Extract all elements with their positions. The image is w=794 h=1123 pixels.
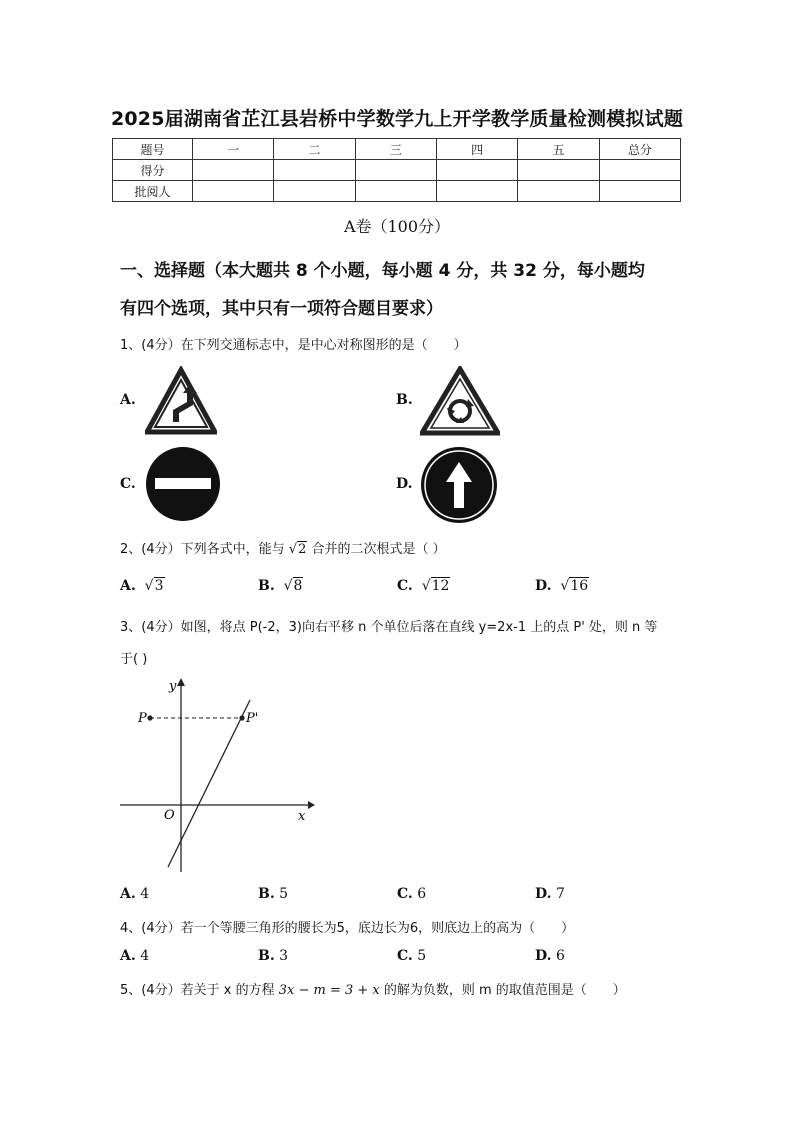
x-axis-label: x — [298, 809, 306, 824]
sqrt-expression: √12 — [421, 578, 450, 594]
y-axis-arrow — [177, 678, 185, 686]
option-value: 4 — [140, 886, 150, 902]
page-title: 2025届湖南省芷江县岩桥中学数学九上开学教学质量检测模拟试题 — [110, 108, 684, 130]
x-axis-arrow — [308, 801, 315, 809]
table-row — [113, 160, 681, 181]
option-label: D. — [535, 886, 552, 902]
point-p — [147, 715, 152, 720]
table-cell: 题号 — [113, 139, 193, 160]
table-cell: 得分 — [113, 160, 193, 181]
option-label: B. — [258, 886, 275, 902]
q4-option-c[interactable] — [397, 948, 426, 964]
question-5-text-post: 的解为负数，则 m 的取值范围是（ ） — [383, 983, 626, 998]
table-cell[interactable] — [599, 160, 680, 181]
q2-option-d[interactable] — [535, 578, 589, 594]
radicand: 3 — [154, 578, 164, 594]
q1-option-d-label: D. — [396, 476, 413, 492]
table-cell[interactable] — [193, 181, 274, 202]
option-label: A. — [120, 886, 136, 902]
q3-option-b[interactable] — [258, 886, 288, 902]
option-label: D. — [535, 578, 552, 594]
no-entry-sign-icon[interactable] — [145, 446, 221, 522]
radicand: 16 — [570, 578, 589, 594]
table-cell: 三 — [355, 139, 436, 160]
line-y-2x-1 — [168, 700, 250, 867]
table-cell[interactable] — [355, 160, 436, 181]
point-p-prime — [239, 715, 244, 720]
radicand: 2 — [298, 542, 307, 557]
question-5-text-pre: 5、(4分）若关于 x 的方程 — [120, 983, 275, 998]
option-value: 5 — [417, 948, 427, 964]
option-label: D. — [535, 948, 552, 964]
question-5-text — [120, 979, 626, 998]
q3-coordinate-figure — [118, 672, 318, 877]
option-label: B. — [258, 578, 275, 594]
q2-option-a[interactable] — [120, 578, 165, 594]
q1-option-a-label: A. — [120, 392, 136, 408]
q3-option-d[interactable] — [535, 886, 565, 902]
table-cell: 一 — [193, 139, 274, 160]
sqrt-expression: √16 — [560, 578, 589, 594]
section-heading-line1: 一、选择题（本大题共 8 个小题，每小题 4 分，共 32 分，每小题均 — [120, 261, 645, 281]
option-value: 5 — [279, 886, 289, 902]
table-row — [113, 139, 681, 160]
origin-label: O — [164, 808, 175, 823]
option-value: 4 — [140, 948, 150, 964]
table-cell: 二 — [274, 139, 355, 160]
radicand: 12 — [431, 578, 450, 594]
q3-option-a[interactable] — [120, 886, 149, 902]
q4-option-d[interactable] — [535, 948, 565, 964]
option-label: C. — [397, 948, 413, 964]
option-value: 3 — [279, 948, 289, 964]
table-cell[interactable] — [193, 160, 274, 181]
table-cell: 四 — [436, 139, 517, 160]
sqrt-expression: √2 — [288, 542, 307, 557]
question-2-text-pre: 2、(4分）下列各式中，能与 — [120, 542, 285, 557]
y-axis-label: y — [169, 679, 177, 694]
option-value: 6 — [555, 948, 565, 964]
section-heading-line2: 有四个选项，其中只有一项符合题目要求） — [120, 299, 443, 319]
question-1-text: 1、(4分）在下列交通标志中，是中心对称图形的是（ ） — [120, 338, 467, 353]
question-3-line2: 于( ) — [120, 652, 148, 667]
table-cell: 五 — [518, 139, 599, 160]
q1-option-b-label: B. — [396, 392, 413, 408]
q4-option-b[interactable] — [258, 948, 288, 964]
q4-option-a[interactable] — [120, 948, 149, 964]
option-label: A. — [120, 948, 136, 964]
table-cell[interactable] — [436, 160, 517, 181]
option-label: B. — [258, 948, 275, 964]
volume-heading: A卷（100分） — [343, 217, 451, 236]
option-label: C. — [397, 578, 413, 594]
question-2-text-post: 合并的二次根式是（ ） — [311, 542, 446, 557]
table-cell[interactable] — [274, 160, 355, 181]
equation: 3x − m = 3 + x — [278, 983, 380, 998]
table-cell: 总分 — [599, 139, 680, 160]
q2-option-b[interactable] — [258, 578, 303, 594]
winding-road-warning-sign-icon[interactable] — [145, 366, 217, 436]
question-4-text: 4、(4分）若一个等腰三角形的腰长为5，底边长为6，则底边上的高为（ ） — [120, 921, 575, 936]
table-cell[interactable] — [599, 181, 680, 202]
option-value: 7 — [555, 886, 565, 902]
p-prime-label: P' — [246, 711, 259, 726]
table-cell[interactable] — [274, 181, 355, 202]
score-table — [112, 138, 681, 202]
straight-ahead-sign-icon[interactable] — [420, 446, 498, 524]
table-cell: 批阅人 — [113, 181, 193, 202]
table-cell[interactable] — [518, 160, 599, 181]
table-cell[interactable] — [518, 181, 599, 202]
option-label: A. — [120, 578, 136, 594]
roundabout-warning-sign-icon[interactable] — [420, 366, 500, 436]
q1-option-c-label: C. — [120, 476, 136, 492]
question-2-text — [120, 538, 446, 557]
table-cell[interactable] — [355, 181, 436, 202]
q2-option-c[interactable] — [397, 578, 450, 594]
p-label: P — [138, 711, 147, 726]
q3-option-c[interactable] — [397, 886, 426, 902]
table-cell[interactable] — [436, 181, 517, 202]
table-row — [113, 181, 681, 202]
question-3-line1: 3、(4分）如图，将点 P(-2，3)向右平移 n 个单位后落在直线 y=2x-1 上的点 P' 处，则 n 等 — [120, 620, 658, 635]
option-label: C. — [397, 886, 413, 902]
sqrt-expression: √8 — [283, 578, 303, 594]
radicand: 8 — [293, 578, 303, 594]
option-value: 6 — [417, 886, 427, 902]
sqrt-expression: √3 — [144, 578, 164, 594]
